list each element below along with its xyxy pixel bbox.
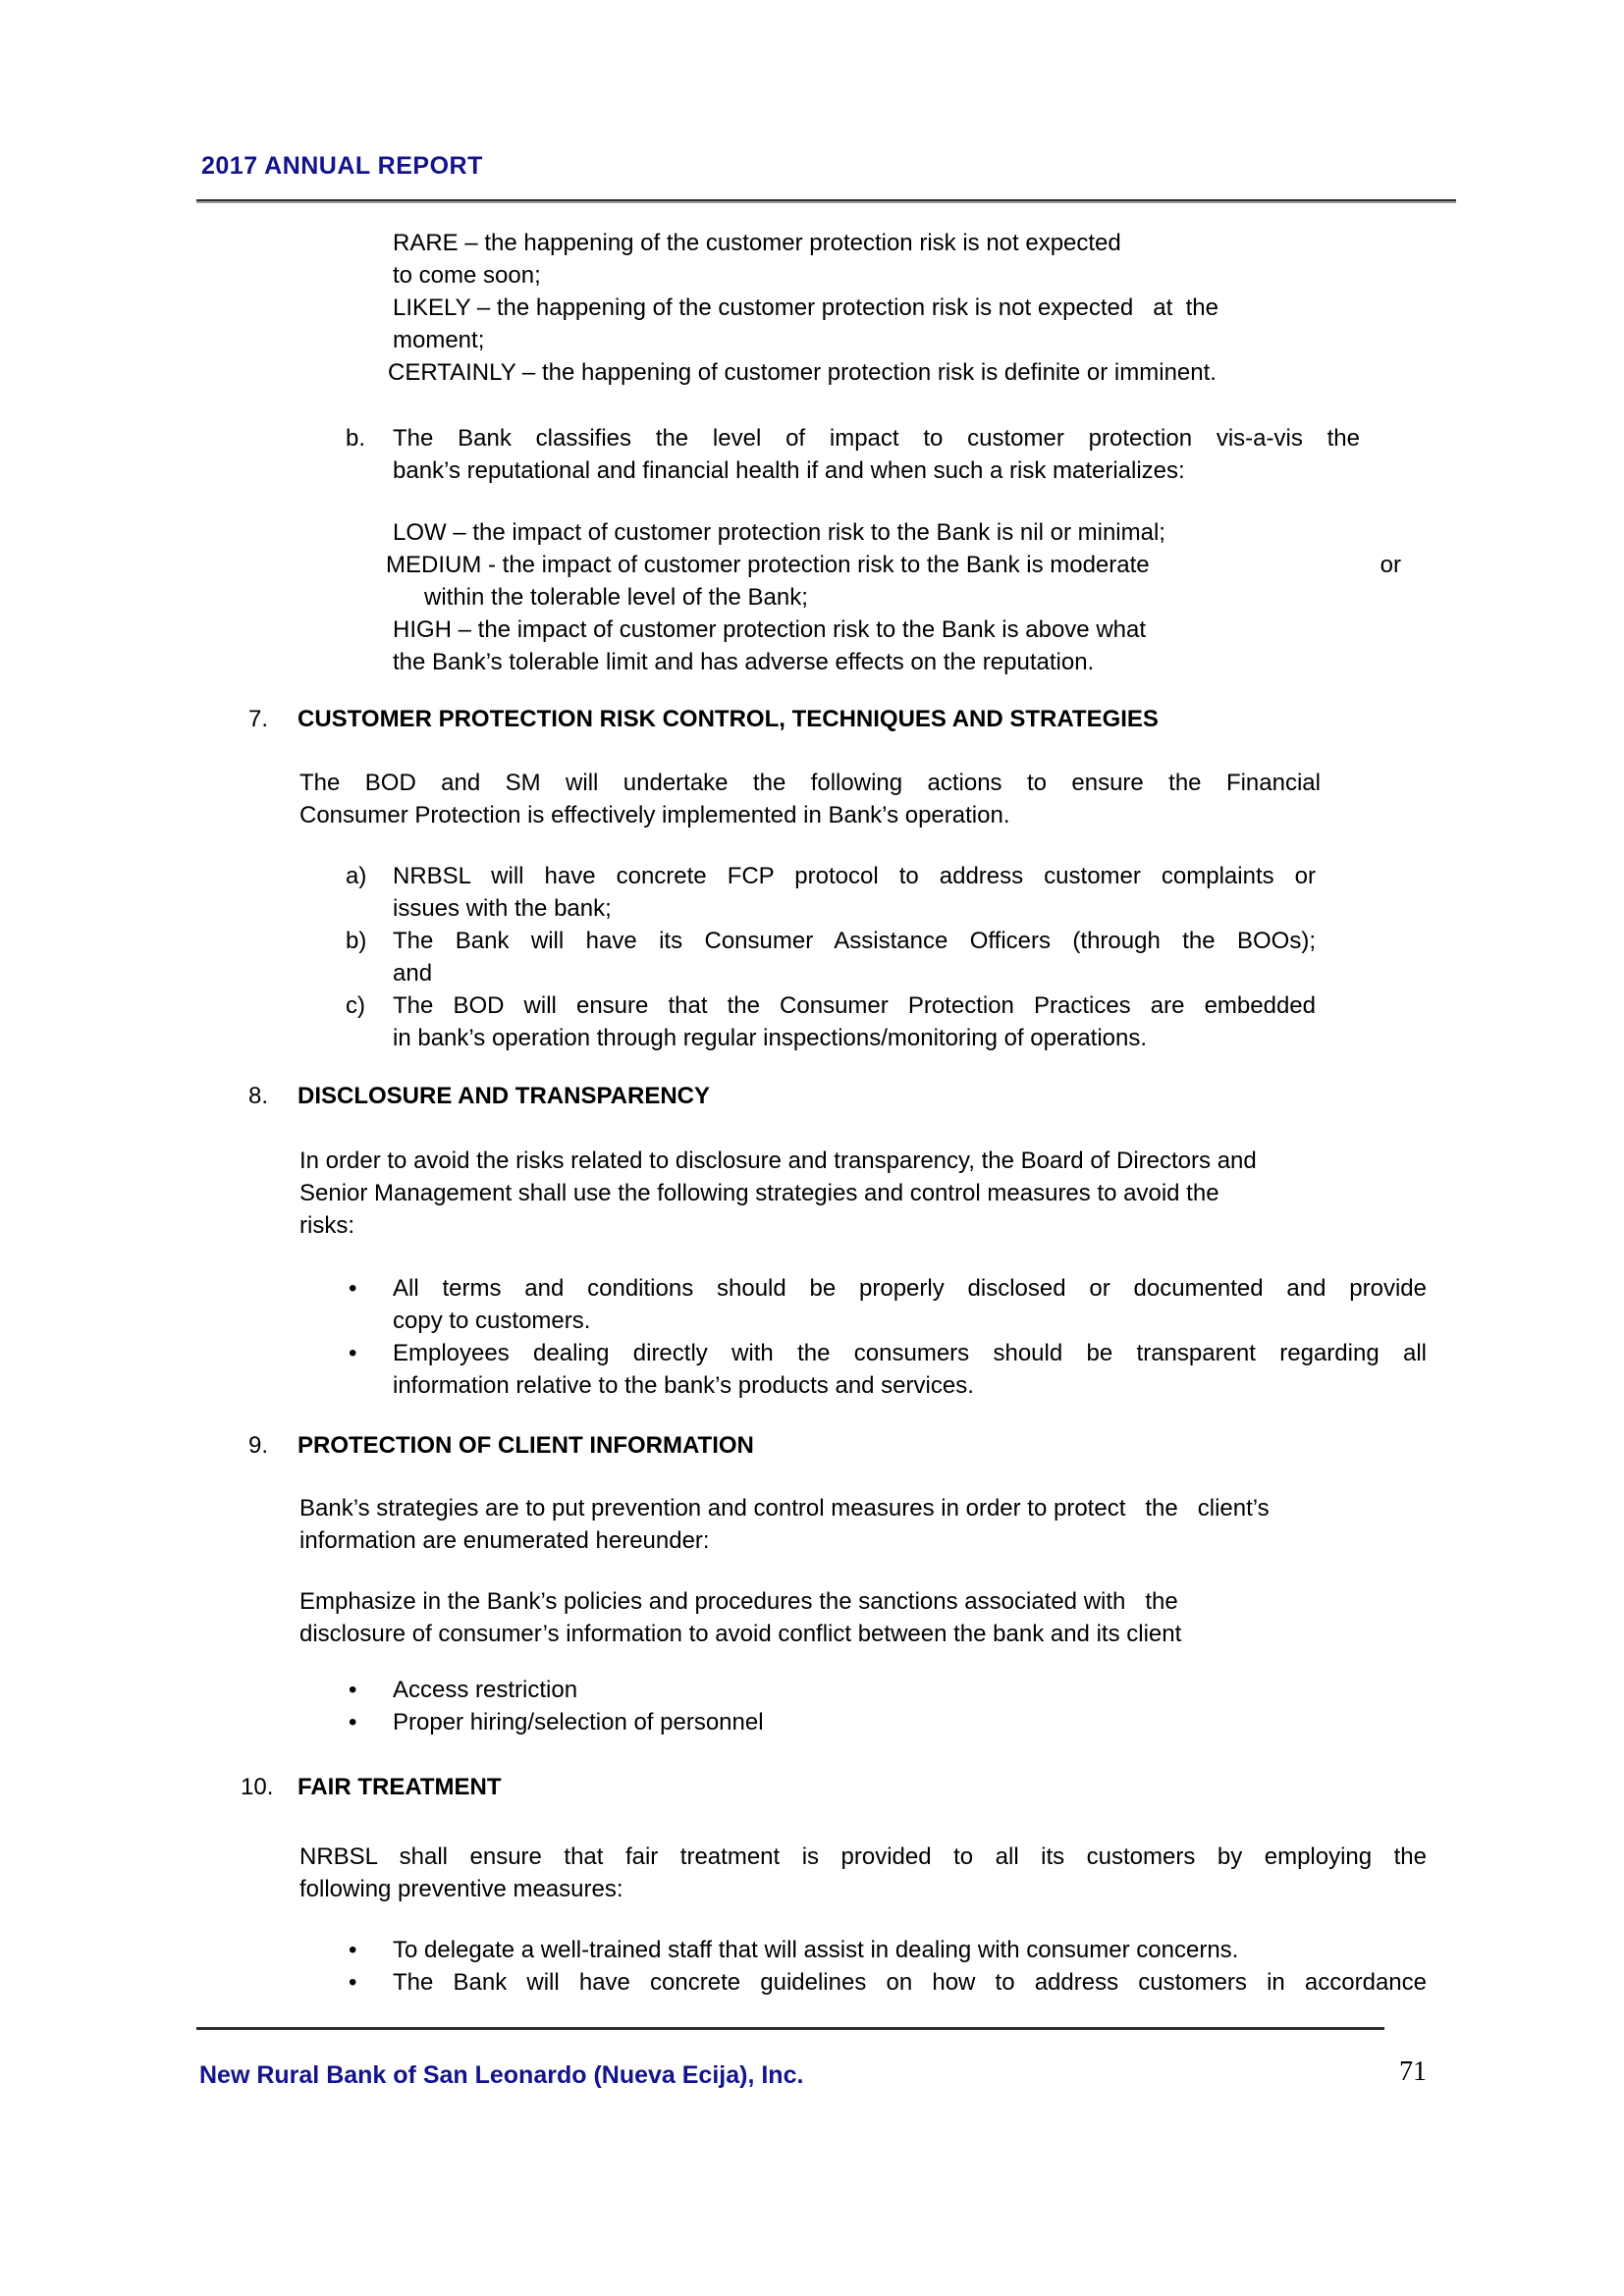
para-8: [299, 1145, 1438, 1242]
heading-8: [248, 1080, 1624, 1112]
text-line: The BOD will ensure that the Consumer Protection Practices are embedded: [393, 992, 1316, 1019]
text-line: LIKELY – the happening of the customer protection risk is not expected at the: [393, 294, 1218, 321]
bullet-9a: [349, 1674, 1427, 1706]
text-line: bank’s reputational and financial health if and when such a risk materializes:: [393, 457, 1185, 484]
header-rule: [196, 199, 1456, 203]
text-line: Access restriction: [393, 1677, 578, 1703]
text-line: issues with the bank;: [393, 895, 612, 922]
text-line: The Bank will have concrete guidelines on how to address customers in accordance: [393, 1969, 1427, 1996]
list-marker: a): [346, 863, 367, 889]
bullet-marker: •: [349, 1937, 357, 1963]
text-line: Emphasize in the Bank’s policies and procedures the sanctions associated with the: [299, 1588, 1178, 1615]
text-line: The Bank classifies the level of impact to customer protection vis-a-vis the: [393, 425, 1360, 452]
text-line: NRBSL will have concrete FCP protocol to address customer complaints or: [393, 863, 1316, 889]
heading-8-number: 8.: [248, 1083, 269, 1109]
heading-7-number: 7.: [248, 706, 269, 732]
heading-9-number: 9.: [248, 1432, 269, 1459]
text-line: copy to customers.: [393, 1308, 591, 1334]
text-line: [386, 549, 1401, 581]
list-marker: b): [346, 928, 367, 954]
text-line: Senior Management shall use the following strategies and control measures to avoid the: [299, 1180, 1219, 1206]
text-line: disclosure of consumer’s information to avoid conflict between the bank and its client: [299, 1621, 1182, 1647]
text-line: within the tolerable level of the Bank;: [424, 584, 808, 611]
text-line: Consumer Protection is effectively implemented in Bank’s operation.: [299, 802, 1010, 828]
bullet-marker: •: [349, 1275, 357, 1302]
list-marker: b.: [346, 425, 366, 452]
page-number: 71: [1399, 2056, 1427, 2087]
text-line: The BOD and SM will undertake the following actions to ensure the Financial: [299, 770, 1321, 796]
likelihood-definitions: [388, 227, 1375, 389]
para-9b: [299, 1585, 1438, 1650]
item-b-impact: [346, 422, 1360, 487]
text-line: following preventive measures:: [299, 1876, 623, 1902]
heading-10: [241, 1771, 1624, 1803]
heading-8-text: DISCLOSURE AND TRANSPARENCY: [298, 1083, 711, 1109]
heading-10-text: FAIR TREATMENT: [298, 1774, 502, 1800]
bullet-marker: •: [349, 1677, 357, 1703]
bullet-10a: [349, 1934, 1427, 1966]
heading-7-text: CUSTOMER PROTECTION RISK CONTROL, TECHNIQUES AND STRATEGIES: [298, 706, 1159, 732]
text-line: NRBSL shall ensure that fair treatment is provided to all its customers by employing the: [299, 1843, 1427, 1870]
footer-rule: [196, 2027, 1384, 2030]
footer-bank-name: New Rural Bank of San Leonardo (Nueva Ecija), Inc.: [199, 2061, 804, 2089]
text-line: information relative to the bank’s products and services.: [393, 1372, 974, 1399]
text-line: To delegate a well-trained staff that will assist in dealing with consumer concerns.: [393, 1937, 1239, 1963]
impact-definitions: [386, 516, 1404, 678]
list-marker: c): [346, 992, 365, 1019]
para-7: [299, 767, 1321, 831]
text-line: Employees dealing directly with the consumers should be transparent regarding all: [393, 1340, 1427, 1366]
heading-10-number: 10.: [241, 1774, 274, 1800]
bullet-marker: •: [349, 1709, 357, 1735]
text-segment: MEDIUM - the impact of customer protection risk to the Bank is moderate: [386, 552, 1150, 578]
text-line: in bank’s operation through regular inspections/monitoring of operations.: [393, 1025, 1148, 1051]
text-line: LOW – the impact of customer protection risk to the Bank is nil or minimal;: [393, 519, 1165, 546]
heading-9-text: PROTECTION OF CLIENT INFORMATION: [298, 1432, 754, 1459]
text-line: risks:: [299, 1212, 354, 1239]
text-line: to come soon;: [393, 262, 541, 289]
text-line: Proper hiring/selection of personnel: [393, 1709, 764, 1735]
para-10: [299, 1841, 1427, 1905]
text-line: RARE – the happening of the customer protection risk is not expected: [393, 230, 1121, 256]
page-header-title: 2017 ANNUAL REPORT: [201, 152, 483, 180]
bullet-8b: [349, 1337, 1427, 1402]
heading-9: [248, 1429, 1624, 1462]
document-body: [0, 227, 1624, 1999]
text-line: In order to avoid the risks related to disclosure and transparency, the Board of Directors and: [299, 1148, 1257, 1174]
text-line: HIGH – the impact of customer protection risk to the Bank is above what: [393, 616, 1147, 643]
bullet-marker: •: [349, 1340, 357, 1366]
heading-7: [248, 703, 1624, 735]
bullet-10b: [349, 1966, 1427, 1999]
item-7b: [346, 925, 1316, 989]
text-segment-tail: or: [1380, 552, 1401, 578]
bullet-marker: •: [349, 1969, 357, 1996]
text-line: information are enumerated hereunder:: [299, 1527, 710, 1554]
item-7a: [346, 860, 1316, 925]
para-9a: [299, 1492, 1438, 1557]
text-line: All terms and conditions should be properly disclosed or documented and provide: [393, 1275, 1427, 1302]
item-7c: [346, 989, 1316, 1054]
bullet-9b: [349, 1706, 1427, 1738]
text-line: moment;: [393, 327, 485, 353]
text-line: CERTAINLY – the happening of customer protection risk is definite or imminent.: [388, 359, 1217, 386]
bullet-8a: [349, 1272, 1427, 1337]
text-line: The Bank will have its Consumer Assistance Officers (through the BOOs);: [393, 928, 1316, 954]
text-line: Bank’s strategies are to put prevention and control measures in order to protect the client’s: [299, 1495, 1270, 1522]
text-line: the Bank’s tolerable limit and has adverse effects on the reputation.: [393, 649, 1095, 675]
text-line: and: [393, 960, 433, 987]
